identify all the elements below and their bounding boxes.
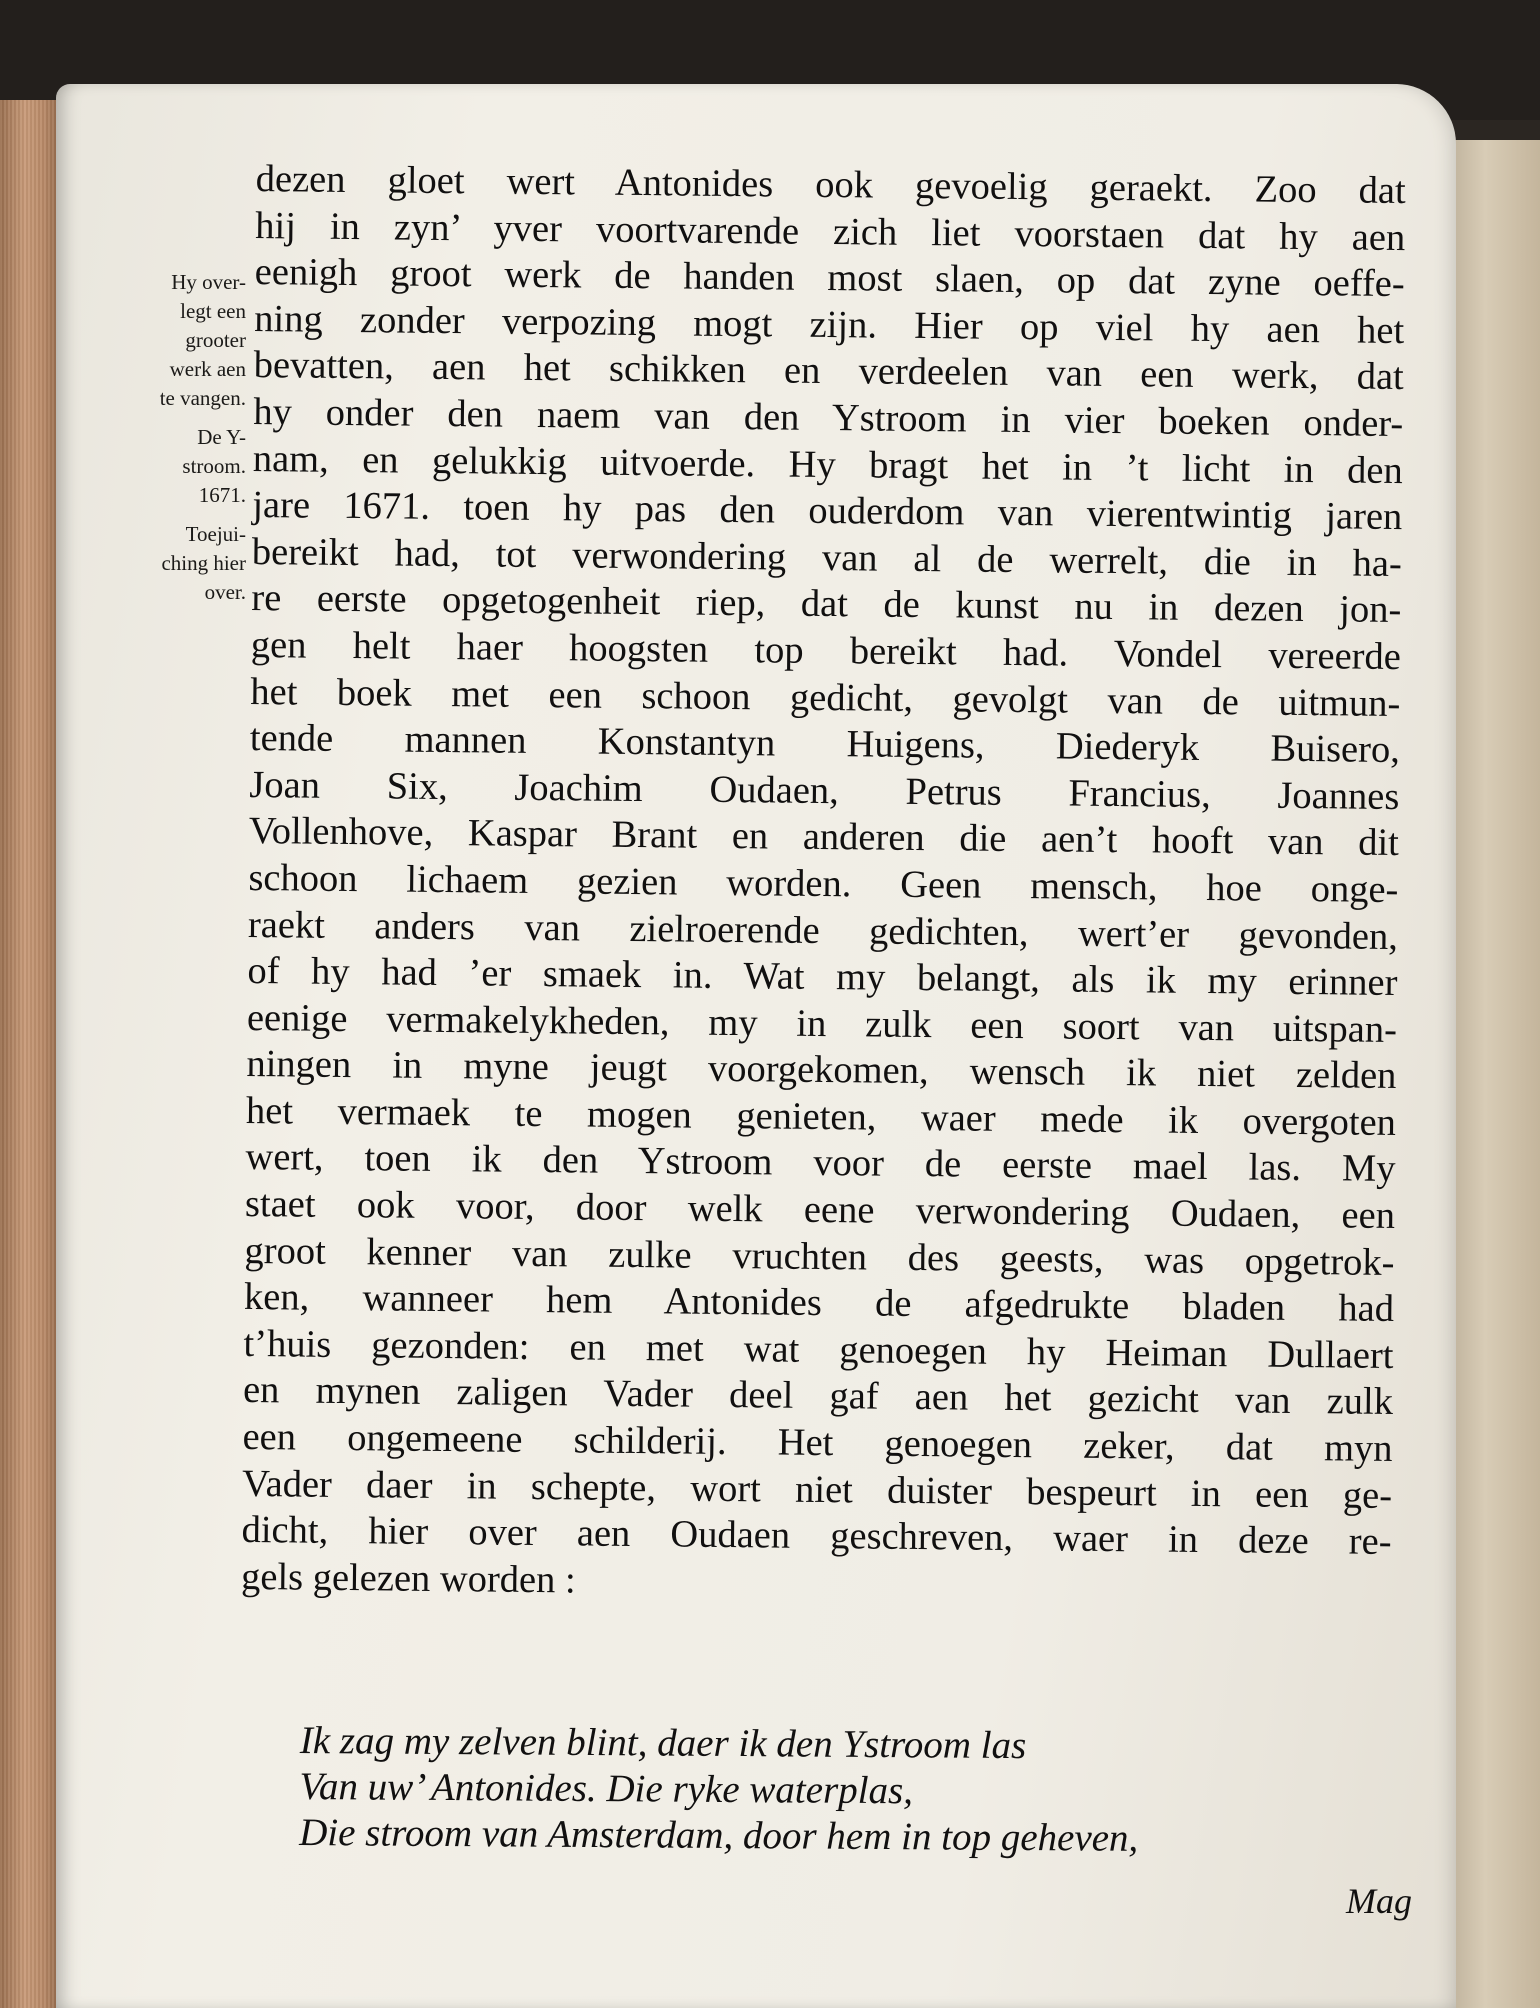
margin-note-line: grooter <box>185 328 246 352</box>
margin-note-line: Hy over- <box>171 270 246 294</box>
text-line: een ongemeene schilderij. Het genoegen zeker, dat myn <box>242 1415 1393 1471</box>
text-line: dicht, hier over aen Oudaen geschreven, waer in deze re- <box>241 1509 1392 1564</box>
margin-note-line: stroom. <box>182 454 246 478</box>
margin-note-line: legt een <box>180 299 246 323</box>
text-line: hy onder den naem van den Ystroom in vier boeken onder- <box>253 390 1404 445</box>
margin-note-line: Toejui- <box>185 522 246 546</box>
text-line: ningen in myne jeugt voorgekomen, wensch ik niet zelden <box>246 1043 1397 1098</box>
text-line: hij in zyn’ yver voortvarende zich liet voorstaen dat hy aen <box>255 204 1406 259</box>
text-line: Vader daer in schepte, wort niet duister bespeurt in een ge- <box>241 1462 1393 1517</box>
margin-note-line: ching hier <box>161 551 246 575</box>
text-line: gels gelezen worden : <box>240 1555 576 1602</box>
text-line: of hy had ’er smaek in. Wat my belangt, als ik my erinner <box>247 950 1398 1005</box>
text-line: bereikt had, tot verwondering van al de werrelt, die in ha- <box>251 530 1403 585</box>
text-line: raekt anders van zielroerende gedichten, wert’er gevonden, <box>247 903 1399 958</box>
text-line: eenige vermakelykheden, my in zulk een soort van uitspan- <box>246 996 1398 1051</box>
margin-note <box>96 423 246 510</box>
text-line: het vermaek te mogen genieten, waer mede ik overgoten <box>245 1089 1397 1144</box>
poem-line: Die stroom van Amsterdam, door hem in top geheven, <box>299 1810 1139 1860</box>
text-line: tende mannen Konstantyn Huigens, Diederyk Buisero, <box>249 717 1401 772</box>
text-line: nam, en gelukkig uitvoerde. Hy bragt het in ’t licht in den <box>252 437 1403 492</box>
margin-note-line: 1671. <box>198 483 246 507</box>
book-left-edge <box>0 100 62 2008</box>
margin-note-line: te vangen. <box>159 386 246 410</box>
catchword: Mag <box>1346 1881 1412 1921</box>
text-line: staet ook voor, door welk eene verwondering Oudaen, een <box>244 1183 1396 1238</box>
text-line: jare 1671. toen hy pas den ouderdom van vierentwintig jaren <box>252 484 1403 539</box>
body-text <box>241 156 1406 1612</box>
text-line: het boek met een schoon gedicht, gevolgt van de uitmun- <box>250 670 1401 725</box>
text-line: bevatten, aen het schikken en verdeelen van een werk, dat <box>253 344 1404 399</box>
margin-note-line: werk aen <box>169 357 246 381</box>
text-line: t’huis gezonden: en met wat genoegen hy Heiman Dullaert <box>243 1322 1394 1377</box>
text-line: Vollenhove, Kaspar Brant en anderen die aen’t hooft van dit <box>248 810 1400 865</box>
poem-quote <box>299 1718 1340 1863</box>
text-line: dezen gloet wert Antonides ook gevoelig geraekt. Zoo dat <box>255 157 1406 213</box>
text-line: ken, wanneer hem Antonides de afgedrukte bladen had <box>243 1276 1395 1331</box>
text-line: ning zonder verpozing mogt zijn. Hier op viel hy aen het <box>254 297 1405 352</box>
text-line: Joan Six, Joachim Oudaen, Petrus Francius, Joannes <box>249 763 1400 818</box>
margin-note-line: over. <box>204 580 246 604</box>
poem-line: Van uw’ Antonides. Die ryke waterplas, <box>299 1764 914 1813</box>
text-line: schoon lichaem gezien worden. Geen mensch, hoe onge- <box>248 856 1399 911</box>
margin-note <box>96 520 246 607</box>
margin-note <box>96 268 246 413</box>
text-line: en mynen zaligen Vader deel gaf aen het gezicht van zulk <box>242 1369 1394 1424</box>
margin-note-line: De Y- <box>197 425 246 449</box>
text-line: gen helt haer hoogsten top bereikt had. Vondel vereerde <box>250 623 1402 678</box>
poem-line: Ik zag my zelven blint, daer ik den Ystroom las <box>299 1719 1027 1768</box>
text-line: groot kenner van zulke vruchten des geests, was opgetrok- <box>244 1229 1395 1284</box>
text-line: eenigh groot werk de handen most slaen, op dat zyne oeffe- <box>254 251 1405 306</box>
text-line: re eerste opgetogenheit riep, dat de kunst nu in dezen jon- <box>251 577 1402 632</box>
margin-notes <box>96 268 246 617</box>
text-line: wert, toen ik den Ystroom voor de eerste mael las. My <box>245 1136 1396 1191</box>
